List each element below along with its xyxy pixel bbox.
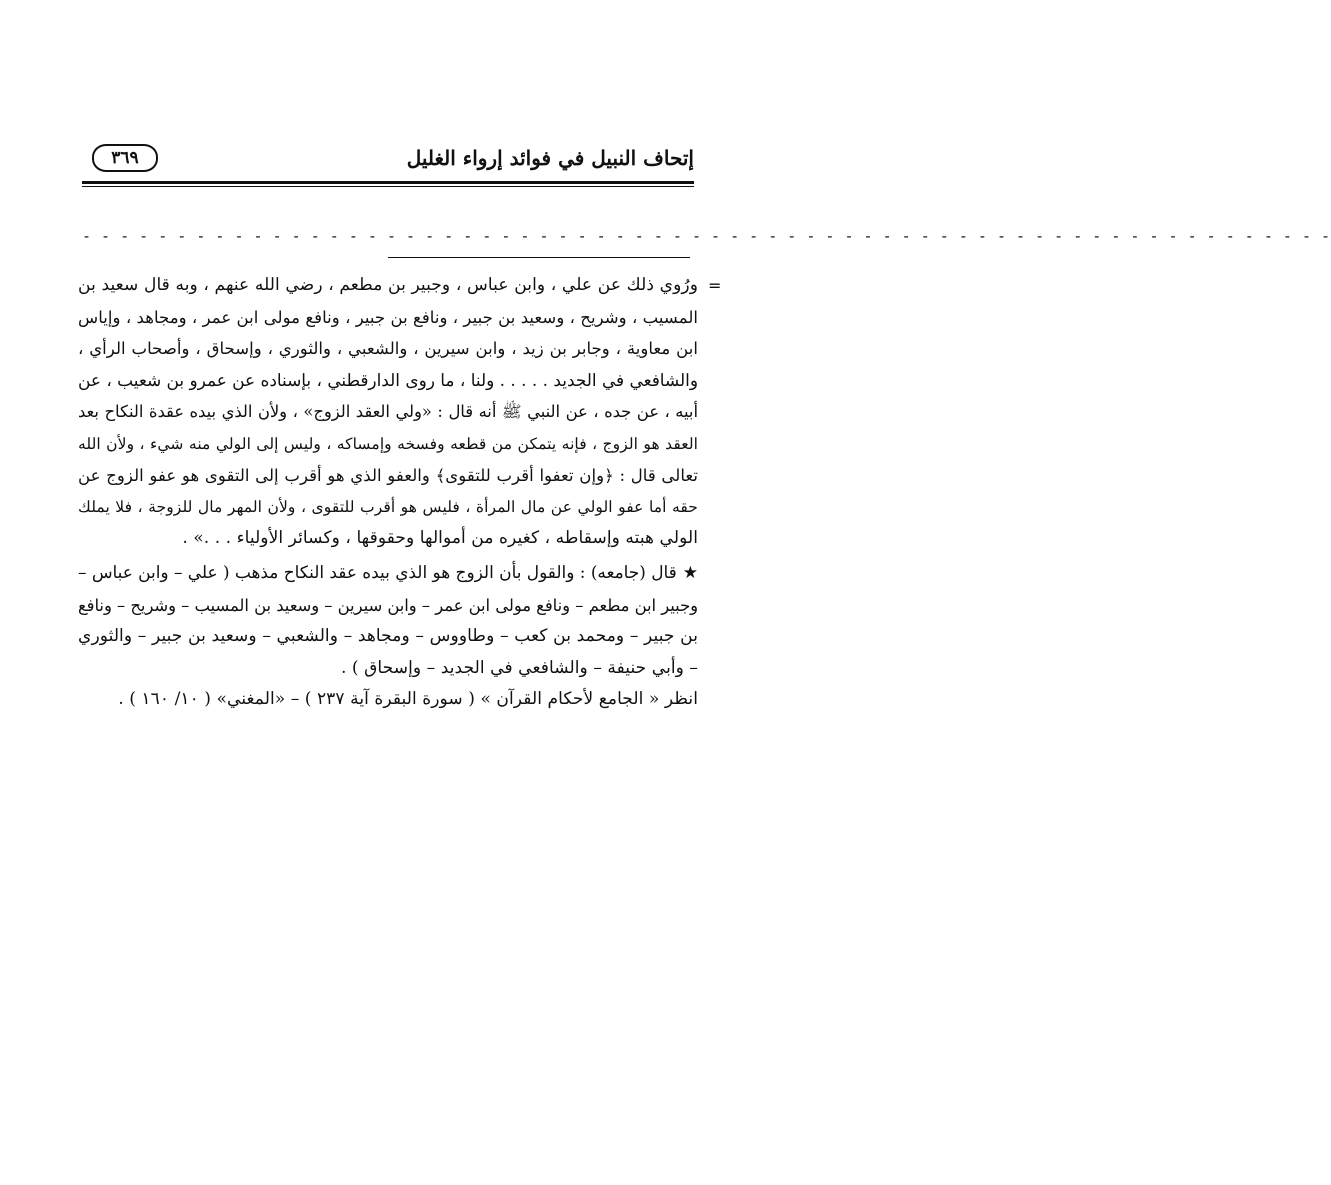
- text-line: ابن معاوية ، وجابر بن زيد ، وابن سيرين ، والشعبي ، والثوري ، وإسحاق ، وأصحاب الرأي ،: [78, 339, 698, 359]
- text-line: أبيه ، عن جده ، عن النبي ﷺ أنه قال : «ولي العقد الزوج» ، ولأن الذي بيده عقدة النكاح بعد: [78, 402, 698, 422]
- jamia-paragraph: [78, 557, 698, 716]
- text-line: تعالى قال : ﴿وإن تعفوا أقرب للتقوى﴾ والعفو الذي هو أقرب إلى التقوى هو عفو الزوج عن: [78, 465, 698, 485]
- text-line-first: [78, 557, 698, 590]
- main-paragraph: [78, 270, 698, 554]
- dashed-separator: - - - - - - - - - - - - - - - - - - - - - - - - - - - - - - - - - - - - - - - - - - - - - - - - - - - - - - - - - - - - - - - - - -: [82, 227, 1331, 245]
- page-number: ٣٦٩: [92, 144, 158, 172]
- text-line: حقه أما عفو الولي عن مال المرأة ، فليس هو أقرب للتقوى ، ولأن المهر مال للزوجة ، فلا يملك: [78, 497, 698, 517]
- text-line: وجبير ابن مطعم – ونافع مولى ابن عمر – وابن سيرين – وسعيد بن المسيب – وشريح – ونافع: [78, 595, 698, 615]
- footnote-rule: [388, 257, 690, 258]
- text-line: المسيب ، وشريح ، وسعيد بن جبير ، ونافع بن جبير ، ونافع مولى ابن عمر ، ومجاهد ، وإياس: [78, 307, 698, 327]
- page-header: [82, 138, 694, 178]
- text-line: الولي هبته وإسقاطه ، كغيره من أموالها وحقوقها ، وكسائر الأولياء . . .» .: [182, 527, 698, 548]
- star-icon: ★: [682, 563, 698, 583]
- text-line: – وأبي حنيفة – والشافعي في الجديد – وإسحاق ) .: [340, 657, 698, 678]
- book-title: إتحاف النبيل في فوائد إرواء الغليل: [406, 146, 694, 170]
- text-line: بن جبير – ومحمد بن كعب – وطاووس – ومجاهد – والشعبي – وسعيد بن جبير – والثوري: [78, 626, 698, 647]
- text-line: والشافعي في الجديد . . . . . ولنا ، ما روى الدارقطني ، بإسناده عن عمرو بن شعيب ، عن: [78, 369, 698, 390]
- text-line: العقد هو الزوج ، فإنه يتمكن من قطعه وفسخه وإمساكه ، وليس إلى الولي منه شيء ، ولأن الله: [78, 433, 698, 453]
- header-rule-thick: [82, 181, 694, 184]
- reference-line: انظر « الجامع لأحكام القرآن » ( سورة البقرة آية ٢٣٧ ) – «المغني» ( ١٠/ ١٦٠ ) .: [118, 689, 698, 710]
- continuation-mark: =: [708, 276, 722, 295]
- text-line-content: قال (جامعه) : والقول بأن الزوج هو الذي بيده عقد النكاح مذهب ( علي – وابن عباس –: [78, 562, 677, 582]
- header-rule-thin: [82, 186, 694, 187]
- text-line: ورُوي ذلك عن علي ، وابن عباس ، وجبير بن مطعم ، رضي الله عنهم ، وبه قال سعيد بن: [78, 275, 698, 295]
